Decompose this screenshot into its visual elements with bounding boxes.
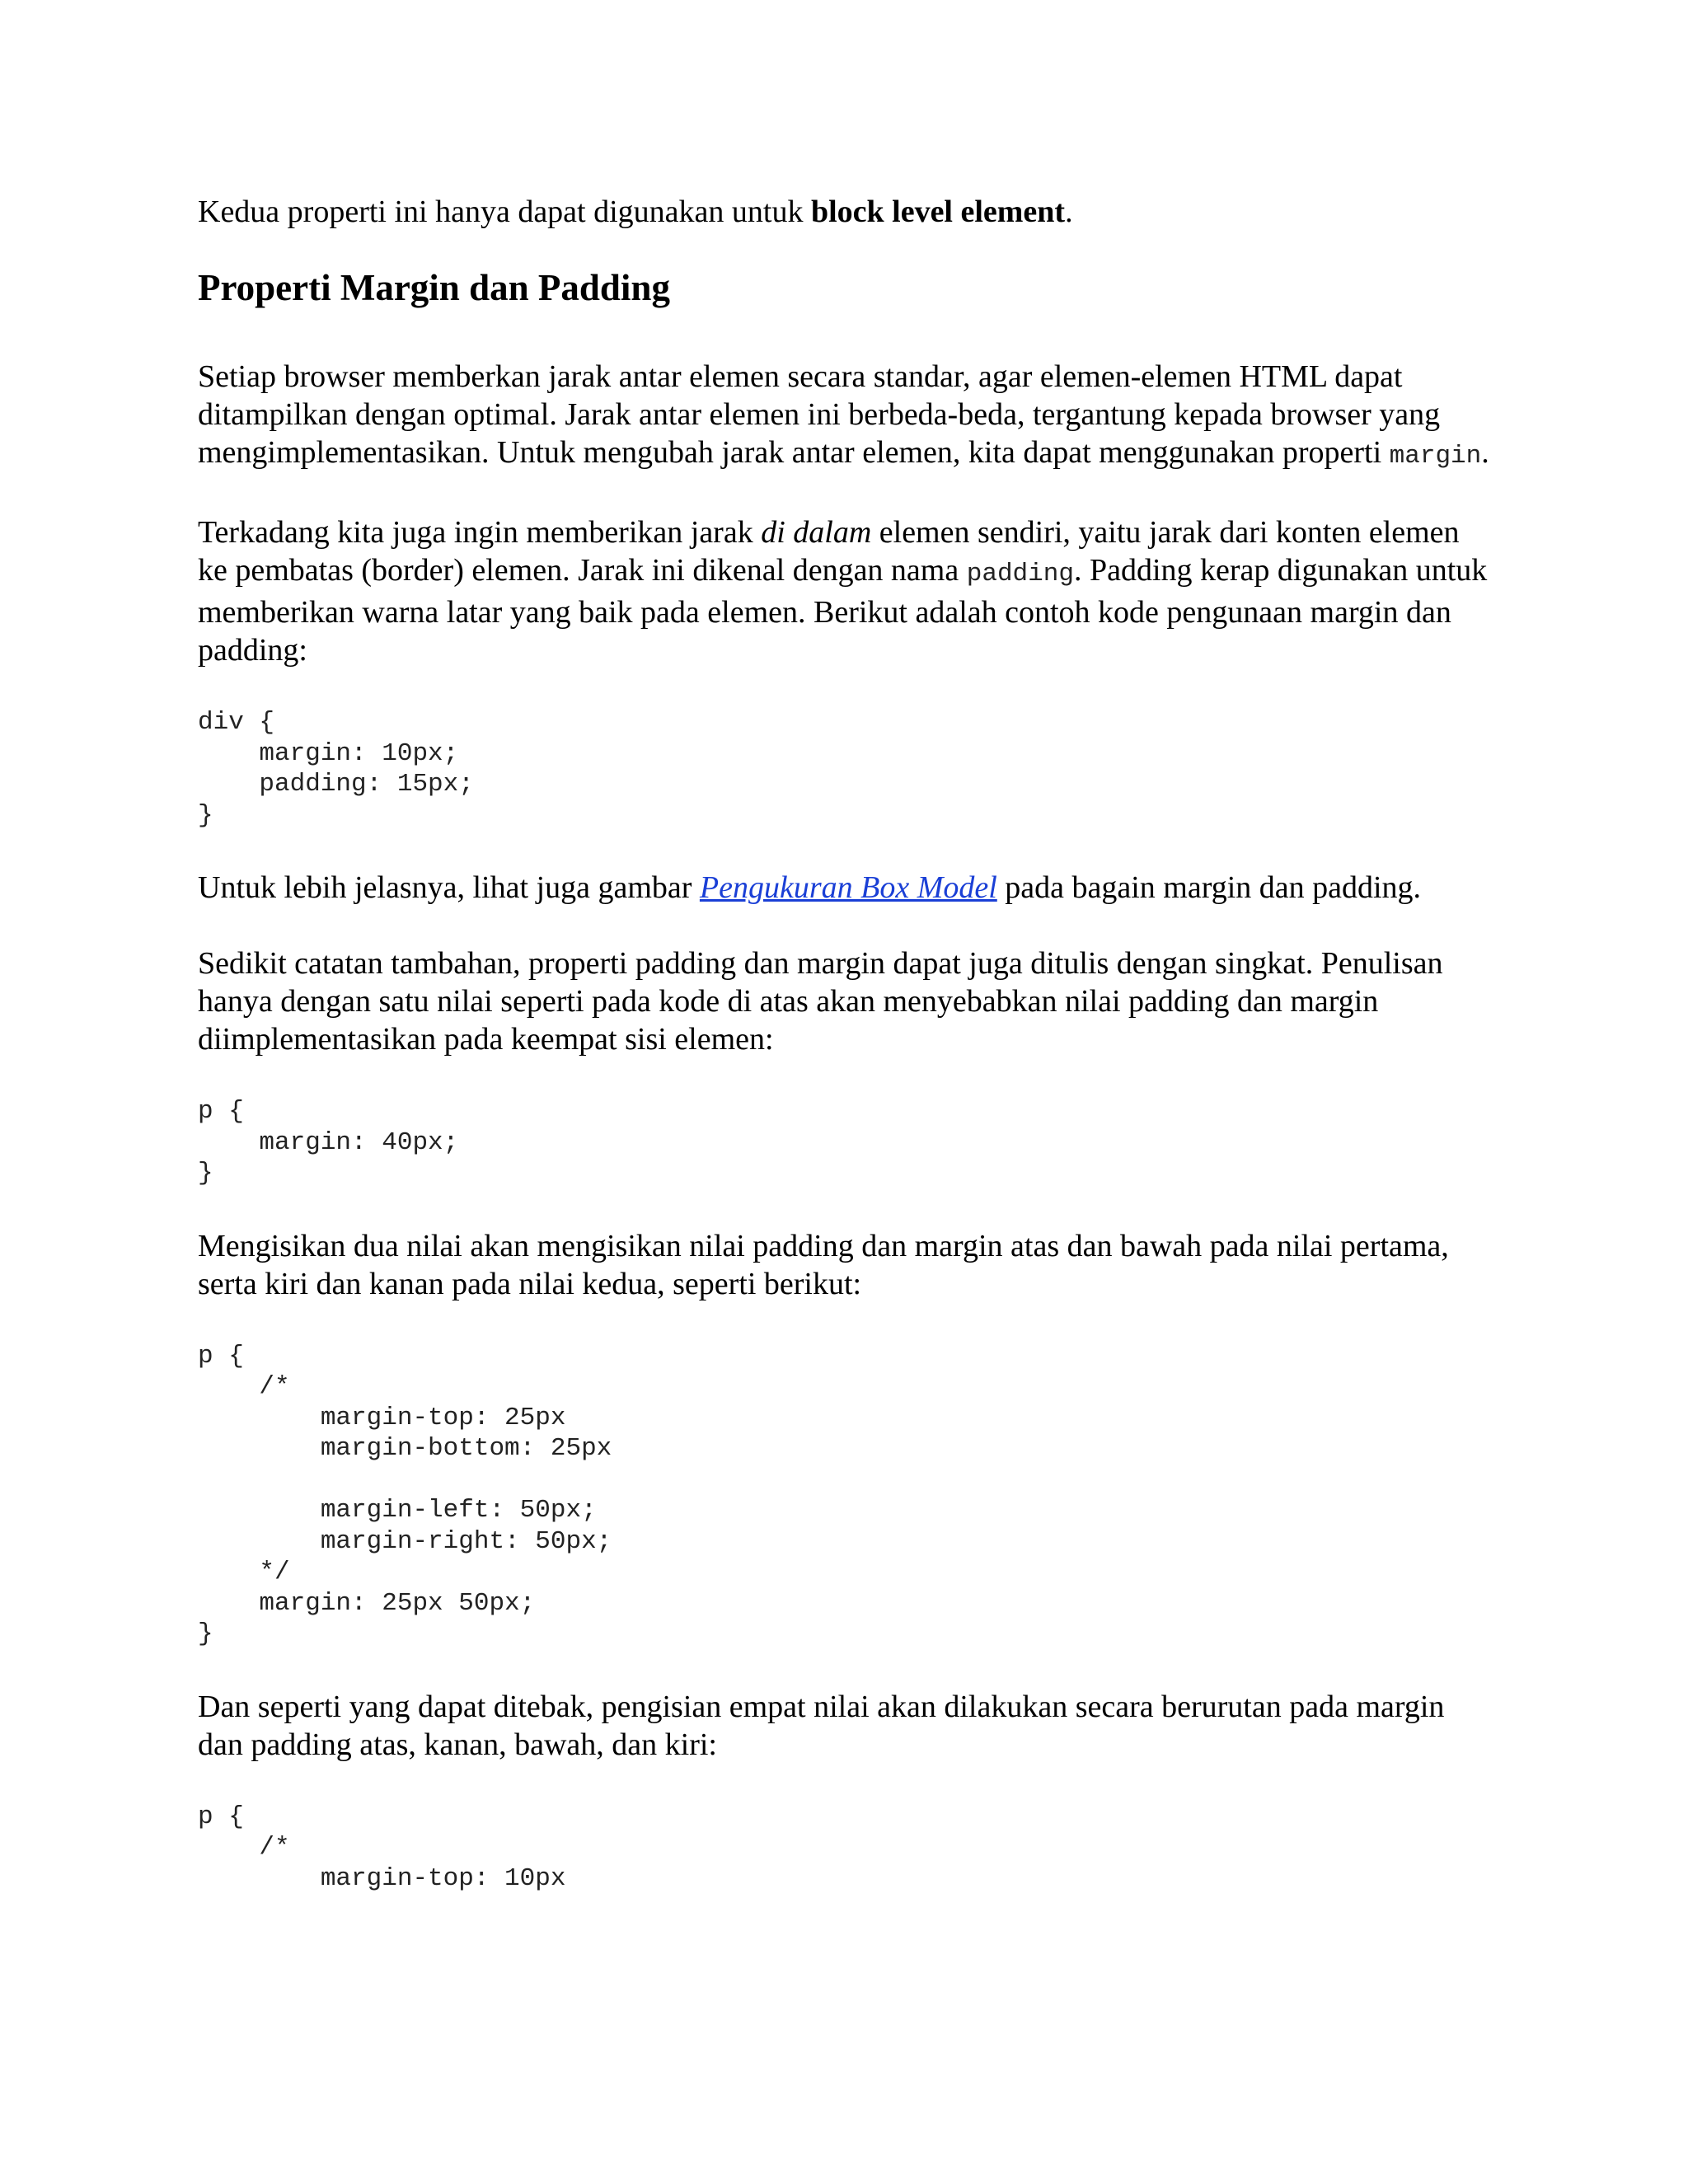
box-model-link[interactable]: Pengukuran Box Model xyxy=(699,870,997,905)
code-block-single-value: p { margin: 40px; } xyxy=(198,1097,459,1188)
intro-paragraph xyxy=(198,193,1492,231)
code-block-two-values: p { /* margin-top: 25px margin-bottom: 25px margin-left: 50px; margin-right: 50px; */ margin: 25px 50px; } xyxy=(198,1341,612,1648)
paragraph-browser-spacing xyxy=(198,358,1492,476)
paragraph-padding-intro xyxy=(198,513,1492,669)
paragraph-punct: . xyxy=(1481,435,1489,470)
intro-bold-text: block level element xyxy=(810,194,1066,229)
paragraph-box-model-ref xyxy=(198,869,1492,907)
inline-code-margin: margin xyxy=(1389,442,1482,471)
paragraph-four-values: Dan seperti yang dapat ditebak, pengisian empat nilai akan dilakukan secara berurutan pada margin dan padding atas, kanan, bawah, dan kiri: xyxy=(198,1689,1445,1762)
paragraph-text: Setiap browser memberkan jarak antar elemen secara standar, agar elemen-elemen HTML dapat ditampilkan dengan optimal. Jarak antar elemen ini berbeda-beda, tergantung kepada browser yang mengimplementasikan. Untuk mengubah jarak antar elemen, kita dapat menggunakan properti xyxy=(198,359,1441,470)
inline-code-padding: padding xyxy=(966,560,1074,588)
paragraph-text: . Padding kerap digunakan untuk memberikan warna latar yang baik pada elemen. Berikut adalah contoh kode pengunaan margin dan padding: xyxy=(198,553,1488,668)
code-block-four-values: p { /* margin-top: 10px xyxy=(198,1802,566,1893)
section-heading: Properti Margin dan Padding xyxy=(198,267,670,308)
paragraph-text: Terkadang kita juga ingin memberikan jarak xyxy=(198,515,762,550)
paragraph-two-values: Mengisikan dua nilai akan mengisikan nilai padding dan margin atas dan bawah pada nilai pertama, serta kiri dan kanan pada nilai kedua, seperti berikut: xyxy=(198,1228,1449,1301)
intro-punct: . xyxy=(1065,194,1073,229)
code-block-div: div { margin: 10px; padding: 15px; } xyxy=(198,708,474,830)
document-page xyxy=(198,193,1492,1932)
paragraph-text: elemen sendiri, yaitu jarak dari konten elemen ke pembatas (border) elemen. Jarak ini dikenal dengan nama xyxy=(198,515,1460,588)
paragraph-text: pada bagain margin dan padding. xyxy=(996,870,1422,905)
intro-text: Kedua properti ini hanya dapat digunakan untuk xyxy=(198,194,811,229)
paragraph-text: Untuk lebih jelasnya, lihat juga gambar xyxy=(198,870,700,905)
italic-text: di dalam xyxy=(761,515,872,550)
paragraph-shorthand-note: Sedikit catatan tambahan, properti padding dan margin dapat juga ditulis dengan singkat. Penulisan hanya dengan satu nilai seperti pada kode di atas akan menyebabkan nilai padding dan margin diimplementasikan pada keempat sisi elemen: xyxy=(198,946,1443,1057)
